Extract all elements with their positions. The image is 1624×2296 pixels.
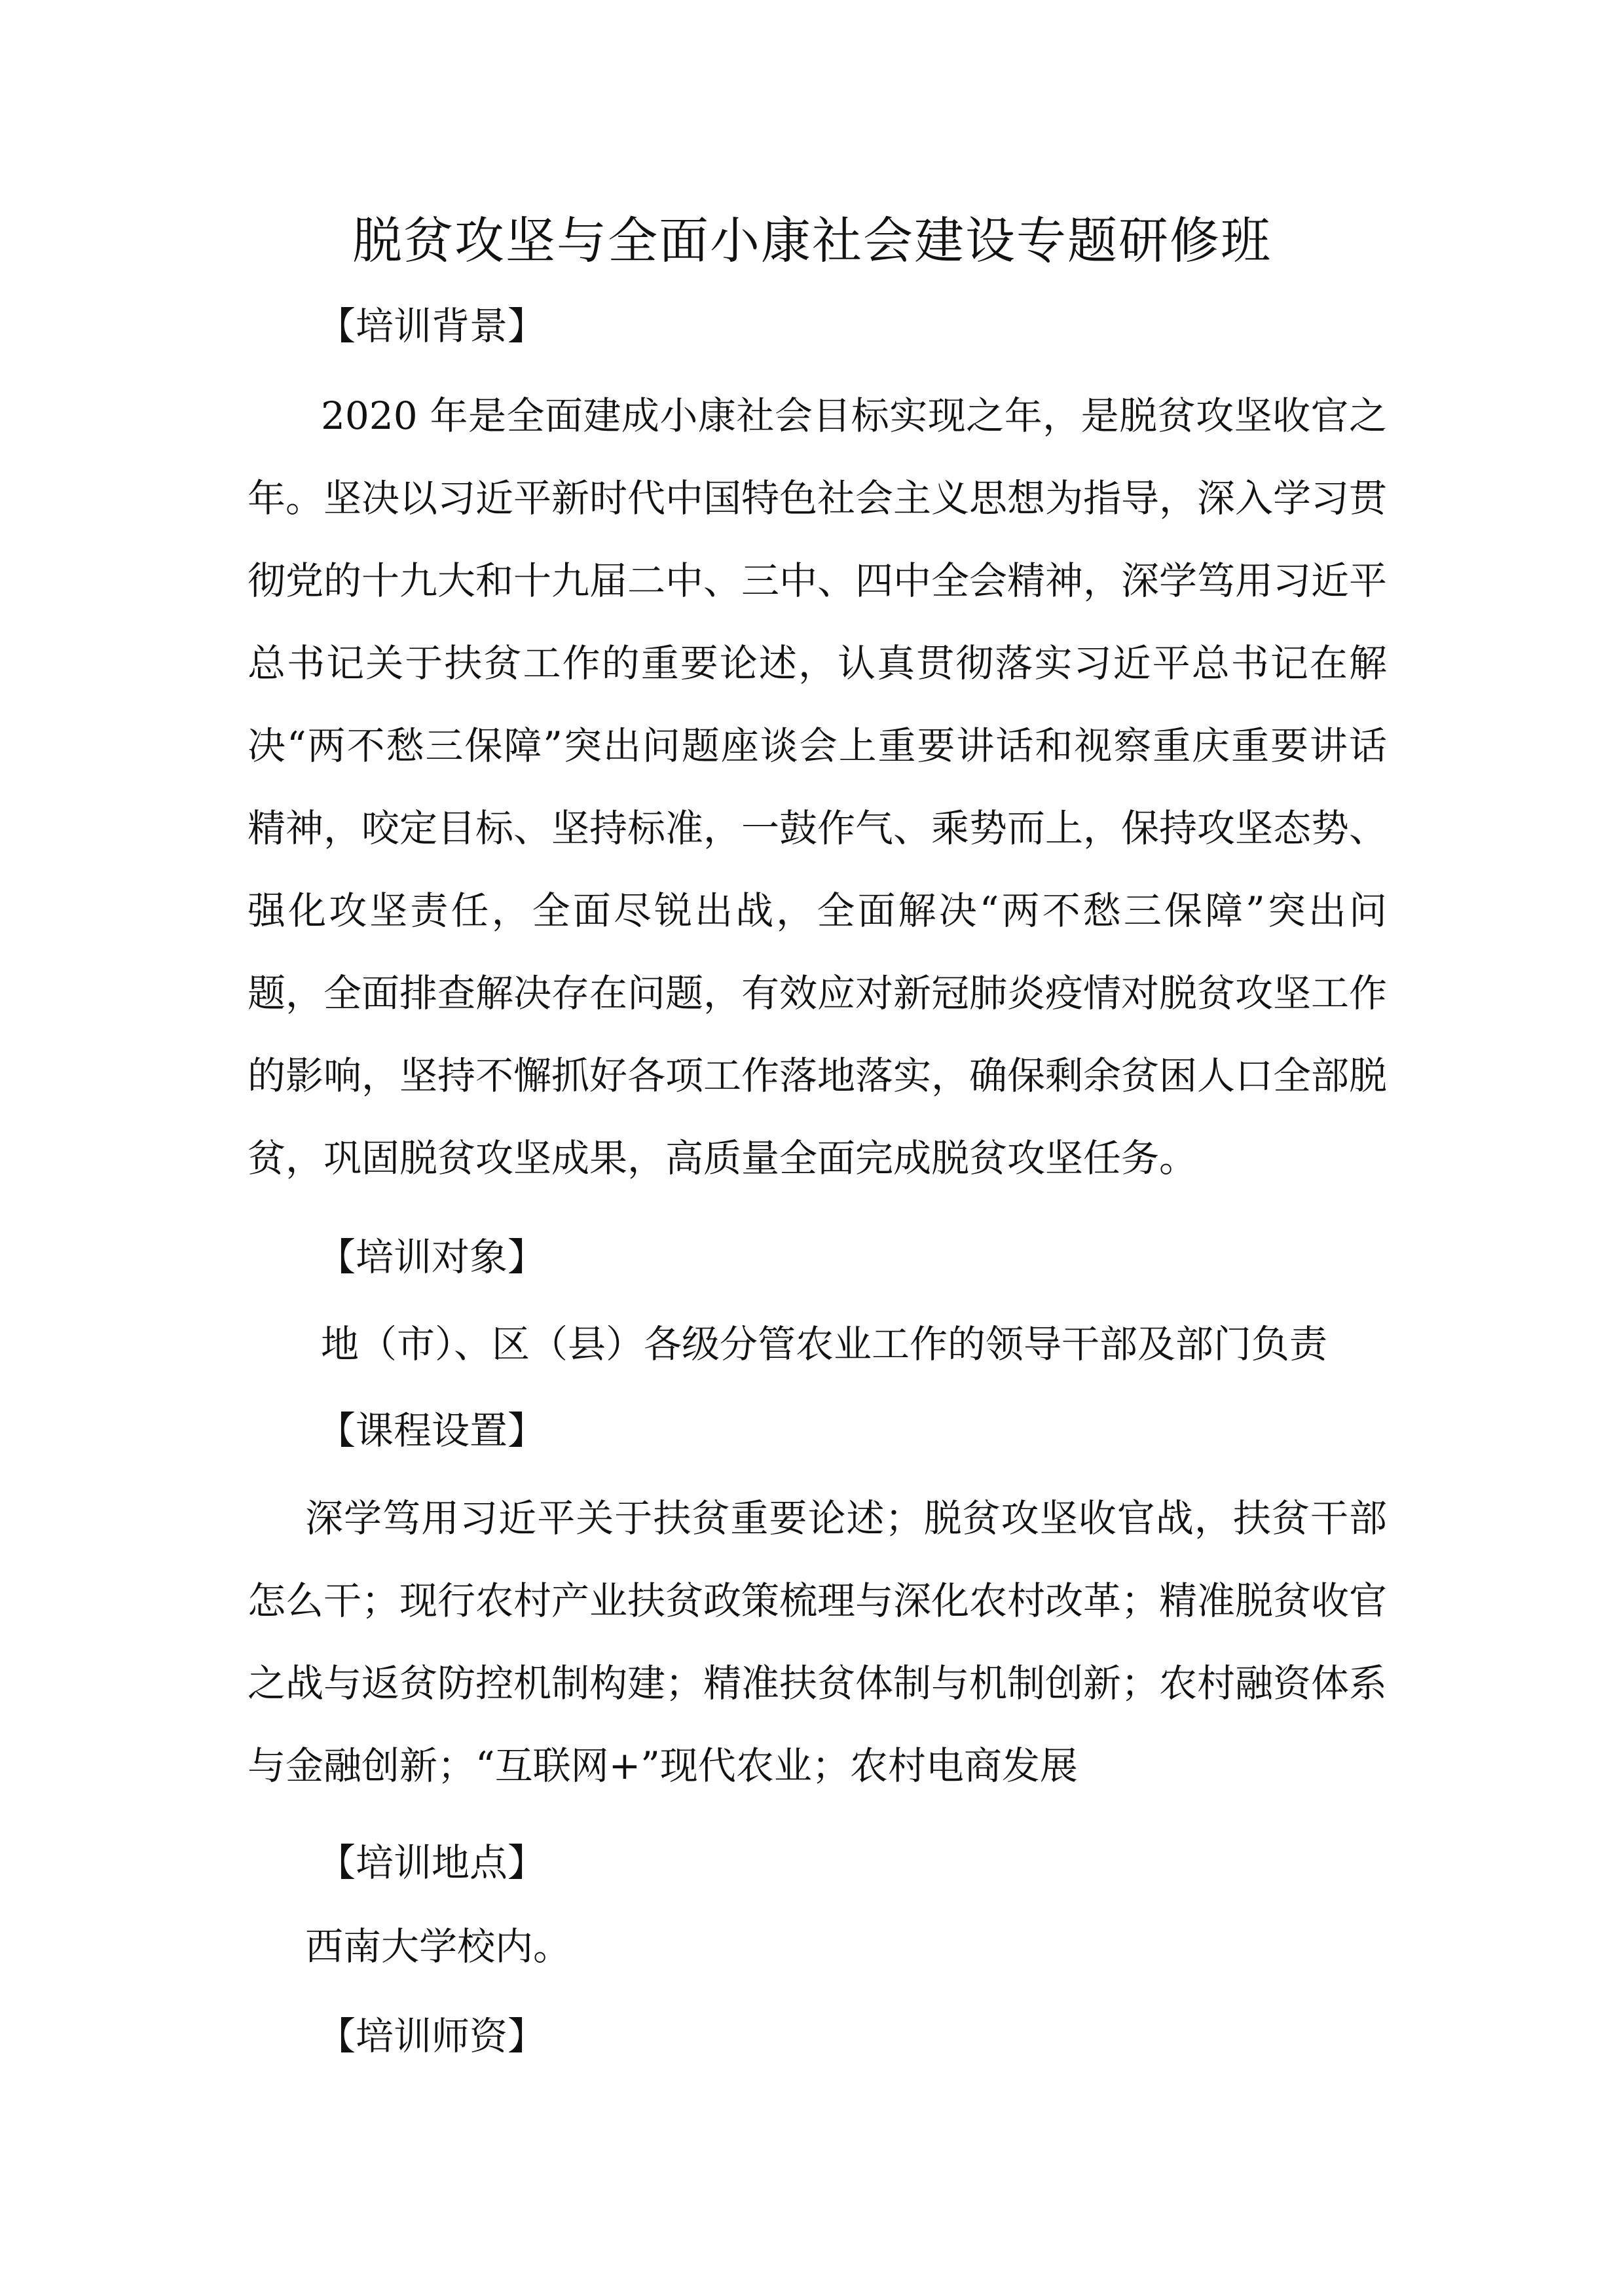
document-title: 脱贫攻坚与全面小康社会建设专题研修班 [352,211,1272,270]
section-heading-courses: 【课程设置】 [318,1408,546,1453]
section-body-background: 2020 年是全面建成小康社会目标实现之年，是脱贫攻坚收官之年。坚决以习近平新时代中国特色社会主义思想为指导，深入学习贯彻党的十九大和十九届二中、三中、四中全会精神，深学笃用习近平总书记关于扶贫工作的重要论述，认真贯彻落实习近平总书记在解决“两不愁三保障”突出问题座谈会上重要讲话和视察重庆重要讲话精神，咬定目标、坚持标准，一鼓作气、乘势而上，保持攻坚态势、强化攻坚责任，全面尽锐出战，全面解决“两不愁三保障”突出问题，全面排查解决存在问题，有效应对新冠肺炎疫情对脱贫攻坚工作的影响，坚持不懈抓好各项工作落地落实，确保剩余贫困人口全部脱贫，巩固脱贫攻坚成果，高质量全面完成脱贫攻坚任务。 [248,393,1388,1180]
section-body-courses: 深学笃用习近平关于扶贫重要论述；脱贫攻坚收官战，扶贫干部怎么干；现行农村产业扶贫政策梳理与深化农村改革；精准脱贫收官之战与返贫防控机制构建；精准扶贫体制与机制创新；农村融资体系与金融创新；“互联网+”现代农业；农村电商发展 [248,1496,1388,1788]
section-heading-audience: 【培训对象】 [318,1235,546,1279]
section-body-audience: 地（市）、区（县）各级分管农业工作的领导干部及部门负责 [321,1322,1328,1366]
section-heading-background: 【培训背景】 [318,304,546,348]
section-body-location: 西南大学校内。 [305,1924,572,1969]
section-heading-faculty: 【培训师资】 [318,2014,546,2058]
section-heading-location: 【培训地点】 [318,1840,546,1885]
